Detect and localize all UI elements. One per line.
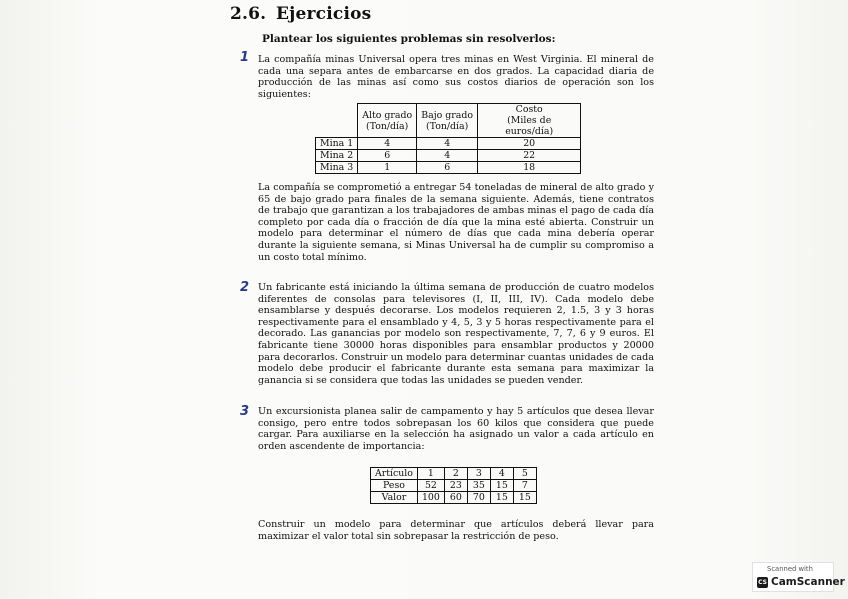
table-header-row — [371, 468, 537, 480]
table-cell: 20 — [478, 138, 581, 150]
row-label: Valor — [371, 492, 418, 504]
table-header-cell: 5 — [513, 468, 536, 480]
table-cell: 100 — [417, 492, 444, 504]
table-header-cell: 3 — [467, 468, 490, 480]
table-header-cell: 4 — [490, 468, 513, 480]
section-title: Ejercicios — [276, 4, 372, 24]
table-row — [371, 480, 537, 492]
table-cell: 1 — [358, 162, 417, 174]
table-cell: 70 — [467, 492, 490, 504]
handwritten-number-2: 2 — [240, 280, 250, 295]
table-cell: 4 — [417, 150, 478, 162]
problem-3-statement: Un excursionista planea salir de campamento y hay 5 artículos que desea llevar consigo, pero entre todos sobrepasan los 60 kilos que considera que puede cargar. Para auxiliarse en la selección ha asignado un valor a cada artículo en orden ascendente de importancia: — [258, 406, 654, 452]
table-header-row — [316, 104, 581, 138]
instructions: Plantear los siguientes problemas sin resolverlos: — [262, 33, 556, 45]
table-cell: 4 — [358, 138, 417, 150]
problem-2-statement: Un fabricante está iniciando la última semana de producción de cuatro modelos diferentes de consolas para televisores (I, II, III, IV). Cada modelo debe ensamblarse y después decorarse. Los modelos requieren 2, 1.5, 3 y 3 horas respectivamente para el ensamblado y 4, 5, 3 y 5 horas respectivamente para el decorado. Las ganancias por modelo son respectivamente, 7, 7, 6 y 9 euros. El fabricante tiene 30000 horas disponibles para ensamblar productos y 20000 para decorarlos. Construir un modelo para determinar cuantas unidades de cada modelo debe producir el fabricante durante esta semana para maximizar la ganancia si se considera que todas las unidades se pueden vender. — [258, 282, 654, 386]
problem-1-continuation: La compañía se comprometió a entregar 54 toneladas de mineral de alto grado y 65 de bajo grado para finales de la semana siguiente. Además, tiene contratos de trabajo que garantizan a los trabajadores de ambas minas el pago de cada día completo por cada día o fracción de día que la mina esté abierta. Construir un modelo para determinar el número de días que cada mina debería operar durante la siguiente semana, si Minas Universal ha de cumplir su compromiso a un costo total mínimo. — [258, 182, 654, 263]
table-header-cell: Alto grado (Ton/día) — [358, 104, 417, 138]
problem-1-statement: La compañía minas Universal opera tres minas en West Virginia. El mineral de cada una separa antes de embarcarse en dos grados. La capacidad diaria de producción de las minas así como sus costos diarios de operación son los siguientes: — [258, 54, 654, 100]
table-cell: 6 — [358, 150, 417, 162]
table-row — [316, 150, 581, 162]
table-row — [316, 138, 581, 150]
table-cell: 4 — [417, 138, 478, 150]
watermark-brand: CamScanner — [771, 576, 845, 588]
problem-3-continuation: Construir un modelo para determinar que artículos deberá llevar para maximizar el valor total sin sobrepasar la restricción de peso. — [258, 519, 654, 542]
section-number: 2.6. — [230, 4, 267, 24]
table-cell: 18 — [478, 162, 581, 174]
items-table — [370, 467, 537, 504]
handwritten-number-1: 1 — [240, 50, 250, 65]
watermark-caption: Scanned with — [767, 565, 813, 573]
table-row — [371, 492, 537, 504]
table-cell: 7 — [513, 480, 536, 492]
camscanner-watermark — [752, 562, 845, 592]
table-header-cell: 1 — [417, 468, 444, 480]
table-cell: 22 — [478, 150, 581, 162]
table-cell: 15 — [490, 492, 513, 504]
section-heading — [230, 4, 371, 24]
table-cell: 6 — [417, 162, 478, 174]
table-cell: 23 — [444, 480, 467, 492]
row-label: Mina 1 — [316, 138, 358, 150]
table-cell: 15 — [490, 480, 513, 492]
table-header-cell: Costo (Miles de euros/día) — [478, 104, 581, 138]
table-cell: 52 — [417, 480, 444, 492]
table-row — [316, 162, 581, 174]
mines-table — [315, 103, 581, 174]
row-label: Peso — [371, 480, 418, 492]
row-label: Mina 2 — [316, 150, 358, 162]
table-cell: 15 — [513, 492, 536, 504]
handwritten-number-3: 3 — [240, 404, 250, 419]
camscanner-logo-icon: CS — [758, 579, 767, 586]
row-label: Mina 3 — [316, 162, 358, 174]
table-cell: 60 — [444, 492, 467, 504]
row-label: Artículo — [371, 468, 418, 480]
table-header-cell: Bajo grado (Ton/día) — [417, 104, 478, 138]
table-cell: 35 — [467, 480, 490, 492]
table-header-cell: 2 — [444, 468, 467, 480]
